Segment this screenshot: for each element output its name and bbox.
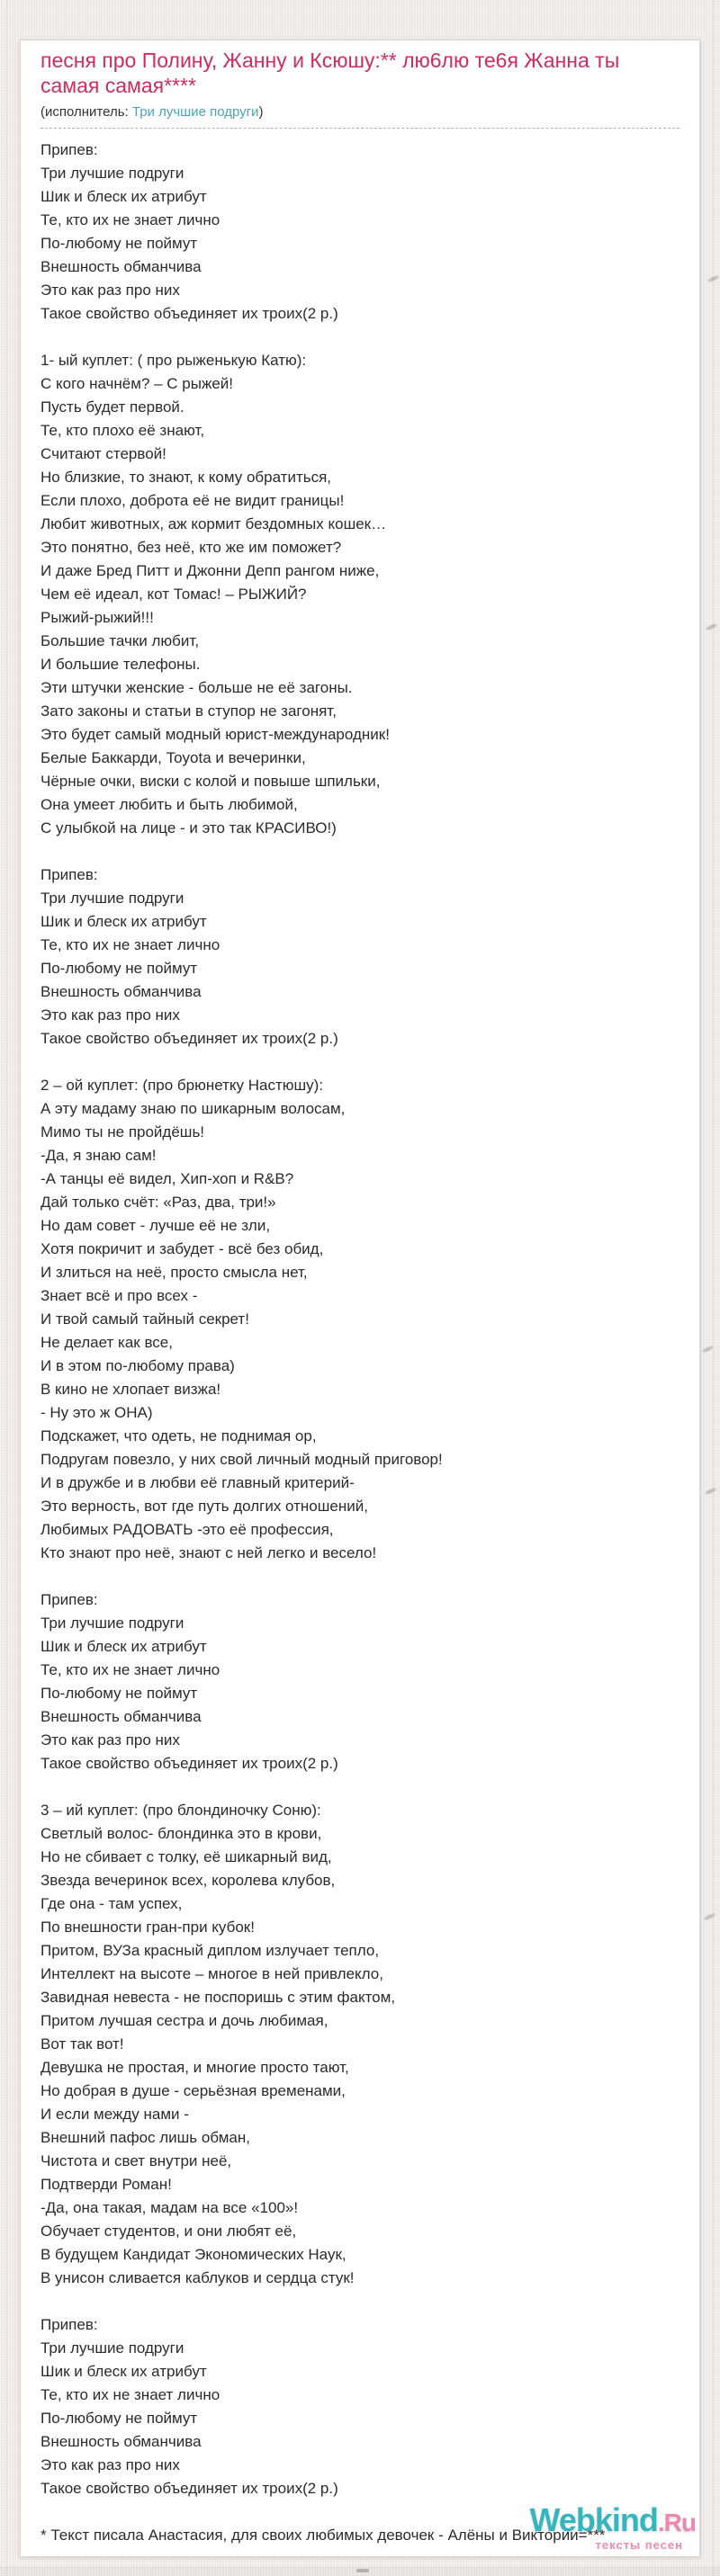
texture-smudge [704,1912,716,1920]
lyric-line: Три лучшие подруги [40,1614,184,1632]
lyric-line: -Да, она такая, мадам на все «100»! [40,2199,299,2216]
lyric-line: С улыбкой на лице - и это так КРАСИВО!) [40,819,337,836]
lyric-line: И большие телефоны. [40,656,201,673]
lyric-line: Чем её идеал, кот Томас! – РЫЖИЙ? [40,586,307,603]
lyric-line: Мимо ты не пройдёшь! [40,1123,205,1140]
lyric-line: 2 – ой куплет: (про брюнетку Настюшу): [40,1077,324,1094]
lyric-line: И даже Бред Питт и Джонни Депп рангом ниже, [40,562,380,579]
lyric-line: Пусть будет первой. [40,398,184,416]
lyric-line: Это как раз про них [40,1006,180,1024]
lyric-line: Это понятно, без неё, кто же им поможет? [40,539,342,556]
lyric-line: Белые Баккарди, Toyota и вечеринки, [40,749,306,766]
lyric-line [40,2290,680,2313]
lyric-line: По-любому не поймут [40,1685,198,1702]
lyric-line: По-любому не поймут [40,2410,198,2427]
lyric-line: Любит животных, аж кормит бездомных кошек… [40,515,387,532]
lyric-line: Светлый волос- блондинка это в крови, [40,1825,322,1842]
lyric-line: Те, кто плохо её знают, [40,422,205,439]
lyric-line: Чёрные очки, виски с колой и повыше шпильки, [40,773,381,790]
lyric-line: Зато законы и статьи в ступор не загонят, [40,702,337,720]
lyric-line: Она умеет любить и быть любимой, [40,796,298,813]
lyric-line: И твой самый тайный секрет! [40,1310,249,1328]
lyric-line: Внешность обманчива [40,983,202,1000]
lyric-line: Это как раз про них [40,282,180,299]
lyric-line: Не делает как все, [40,1334,173,1351]
lyric-line: Внешность обманчива [40,1708,202,1725]
lyric-line: Притом, ВУЗа красный диплом излучает тепло, [40,1942,380,1959]
lyric-line [40,840,680,863]
lyric-line: Такое свойство объединяет их троих(2 р.) [40,1030,338,1047]
lyric-line: Те, кто их не знает лично [40,2386,220,2403]
lyric-line: Внешность обманчива [40,258,202,275]
lyric-line: Подругам повезло, у них свой личный модный приговор! [40,1451,443,1468]
lyric-line: Три лучшие подруги [40,2339,184,2357]
artist-label-close: ) [258,104,264,120]
lyric-line: Где она - там успех, [40,1895,183,1912]
lyric-line: Припев: [40,2316,98,2333]
lyric-line: Вот так вот! [40,2035,124,2053]
lyric-line: Подтверди Роман! [40,2176,172,2193]
lyric-line: Обучает студентов, и они любят её, [40,2223,297,2240]
lyric-line: И если между нами - [40,2106,189,2123]
lyric-line: По внешности гран-при кубок! [40,1919,255,1936]
lyric-line: Чистота и свет внутри неё, [40,2152,232,2169]
lyric-line: Те, кто их не знает лично [40,211,220,228]
logo-suffix-text: .Ru [657,2509,696,2536]
lyric-line: Это верность, вот где путь долгих отношений, [40,1498,368,1515]
lyric-line: По-любому не поймут [40,235,198,252]
lyric-line: А эту мадаму знаю по шикарным волосам, [40,1100,346,1117]
lyric-line: Кто знают про неё, знают с ней легко и весело! [40,1544,377,1561]
lyric-line: В кино не хлопает визжа! [40,1381,221,1398]
bottom-notch [356,2569,369,2572]
lyric-line: Притом лучшая сестра и дочь любимая, [40,2012,328,2029]
lyric-line: И злиться на неё, просто смысла нет, [40,1264,308,1281]
lyric-line [40,1775,680,1799]
lyric-line: Те, кто их не знает лично [40,936,220,953]
webkind-logo[interactable] [529,2501,696,2552]
logo-tagline: тексты песен [595,2538,683,2552]
lyric-line: Припев: [40,866,98,883]
lyric-line: Считают стервой! [40,445,166,462]
lyric-line: Это будет самый модный юрист-международник! [40,726,390,743]
lyric-line [40,326,680,349]
lyric-line: Но не сбивает с толку, её шикарный вид, [40,1848,332,1865]
lyric-line: Большие тачки любит, [40,632,200,649]
lyric-line: Внешний пафос лишь обман, [40,2129,250,2146]
lyric-line: 3 – ий куплет: (про блондиночку Соню): [40,1802,321,1819]
lyric-line: Шик и блеск их атрибут [40,2363,207,2380]
credit-note: * Текст писала Анастасия, для своих любимых девочек - Алёны и Виктории=*** [40,2527,606,2544]
artist-label: (исполнитель: [40,104,132,120]
texture-smudge [706,622,717,631]
lyric-line: Дай только счёт: «Раз, два, три!» [40,1194,276,1211]
lyric-line: Хотя покричит и забудет - всё без обид, [40,1240,324,1257]
lyric-line: И в этом по-любому права) [40,1357,235,1374]
lyric-line: Девушка не простая, и многие просто тают, [40,2059,349,2076]
lyric-line: Внешность обманчива [40,2433,202,2450]
lyric-line: Если плохо, доброта её не видит границы! [40,492,345,509]
lyric-line: Шик и блеск их атрибут [40,188,207,205]
lyric-line: Такое свойство объединяет их троих(2 р.) [40,305,338,322]
lyric-line: Шик и блеск их атрибут [40,1638,207,1655]
lyric-line [40,1051,680,1074]
lyrics-text [40,139,680,2500]
artist-row [40,103,680,129]
lyric-line: Это как раз про них [40,1731,180,1749]
lyric-line: Шик и блеск их атрибут [40,913,207,930]
lyric-line: - Ну это ж ОНА) [40,1404,153,1421]
lyric-line: Рыжий-рыжий!!! [40,609,154,626]
lyric-line: Те, кто их не знает лично [40,1661,220,1678]
texture-smudge [705,1487,716,1495]
lyric-line: Припев: [40,141,98,158]
lyric-line: Это как раз про них [40,2456,180,2473]
lyric-line: -А танцы её видел, Хип-хоп и R&B? [40,1170,294,1187]
lyric-line: Припев: [40,1591,98,1608]
lyric-line: Завидная невеста - не поспоришь с этим фактом, [40,1989,396,2006]
lyric-line [40,1565,680,1588]
lyric-line: В унисон сливается каблуков и сердца стук! [40,2269,355,2286]
texture-seam-left [6,0,7,2576]
lyric-line: Такое свойство объединяет их троих(2 р.) [40,2480,338,2497]
lyric-line: Три лучшие подруги [40,890,184,907]
lyric-line: -Да, я знаю сам! [40,1147,157,1164]
lyric-line: Звезда вечеринок всех, королева клубов, [40,1872,336,1889]
logo-wordmark[interactable] [529,2501,696,2538]
artist-link[interactable]: Три лучшие подруги [131,104,259,120]
lyric-line: 1- ый куплет: ( про рыженькую Катю): [40,352,307,369]
song-title: песня про Полину, Жанну и Ксюшу:** лю6лю те6я Жанна ты самая самая**** [40,49,620,97]
lyric-line: Такое свойство объединяет их троих(2 р.) [40,1755,338,1772]
lyrics-card [20,40,700,2557]
logo-main-text: Webkind [529,2501,658,2538]
lyric-line: И в дружбе и в любви её главный критерий- [40,1474,355,1491]
lyric-line: В будущем Кандидат Экономических Наук, [40,2246,346,2263]
lyric-line: Но дам совет - лучше её не зли, [40,1217,271,1234]
lyric-line: Но добрая в душе - серьёзная временами, [40,2082,346,2099]
lyric-line: Эти штучки женские - больше не её загоны. [40,679,353,696]
lyric-line: Любимых РАДОВАТЬ -это её профессия, [40,1521,334,1538]
lyric-line: Интеллект на высоте – многое в ней привлекло, [40,1965,383,1982]
texture-seam-right [713,0,714,2576]
lyric-line: С кого начнём? – С рыжей! [40,375,234,392]
lyric-line: Знает всё и про всех - [40,1287,198,1304]
lyric-line: Подскажет, что одеть, не поднимая ор, [40,1427,317,1445]
lyric-line: Но близкие, то знают, к кому обратиться, [40,469,332,486]
lyric-line: Три лучшие подруги [40,165,184,182]
lyric-line: По-любому не поймут [40,960,198,977]
